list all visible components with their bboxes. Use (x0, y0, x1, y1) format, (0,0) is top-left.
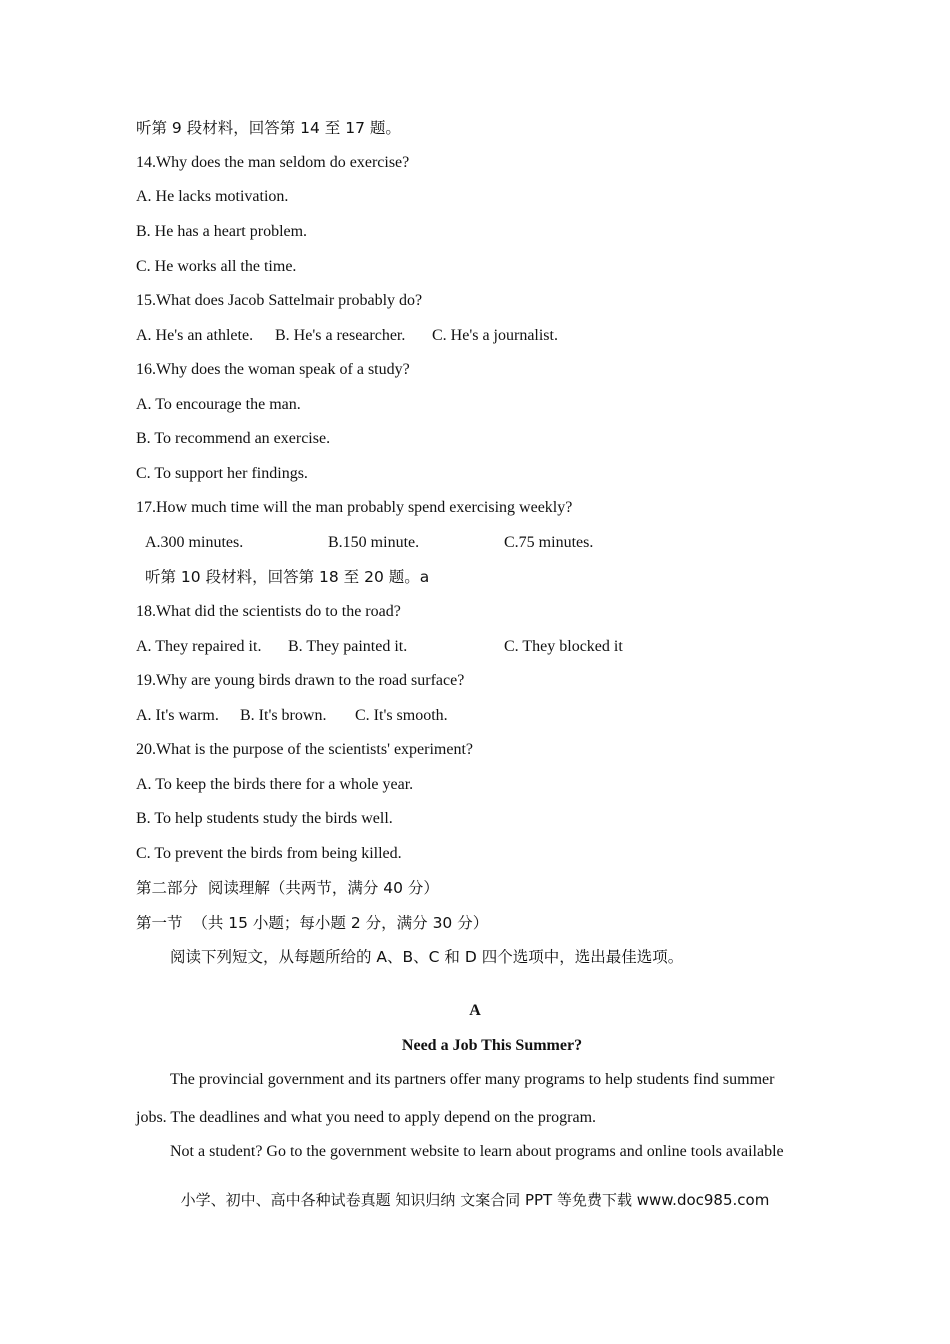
section9-heading: 听第 9 段材料，回答第 14 至 17 题。 (136, 119, 401, 137)
paragraph1-line2: jobs. The deadlines and what you need to apply depend on the program. (136, 1109, 597, 1126)
q20-option-a: A. To keep the birds there for a whole year. (136, 776, 414, 793)
q18-option-a: A. They repaired it. (136, 638, 262, 655)
q16-question: 16.Why does the woman speak of a study? (136, 361, 410, 378)
q17-option-a: A.300 minutes. (145, 534, 244, 551)
q17-option-b: B.150 minute. (328, 534, 420, 551)
q15-question: 15.What does Jacob Sattelmair probably do? (136, 292, 423, 309)
paragraph1-line1: The provincial government and its partners offer many programs to help students find summer (170, 1071, 775, 1088)
section10-heading: 听第 10 段材料，回答第 18 至 20 题。a (145, 568, 430, 586)
q17-option-c: C.75 minutes. (504, 534, 594, 551)
q14-option-a: A. He lacks motivation. (136, 188, 289, 205)
q19-option-a: A. It's warm. (136, 707, 219, 724)
q16-option-c: C. To support her findings. (136, 465, 308, 482)
page-footer: 小学、初中、高中各种试卷真题 知识归纳 文案合同 PPT 等免费下载 www.doc985.com (180, 1191, 770, 1209)
q20-option-c: C. To prevent the birds from being killed. (136, 845, 402, 862)
q20-option-b: B. To help students study the birds well. (136, 810, 393, 827)
q16-option-b: B. To recommend an exercise. (136, 430, 331, 447)
q19-question: 19.Why are young birds drawn to the road surface? (136, 672, 465, 689)
q15-option-c: C. He's a journalist. (432, 327, 558, 344)
q20-question: 20.What is the purpose of the scientists' experiment? (136, 741, 474, 758)
reading-instructions: 阅读下列短文，从每题所给的 A、B、C 和 D 四个选项中，选出最佳选项。 (170, 948, 684, 966)
q16-option-a: A. To encourage the man. (136, 396, 301, 413)
q19-option-b: B. It's brown. (240, 707, 327, 724)
q18-option-c: C. They blocked it (504, 638, 623, 655)
paragraph2-line1: Not a student? Go to the government website to learn about programs and online tools available (170, 1143, 784, 1160)
q14-option-b: B. He has a heart problem. (136, 223, 308, 240)
q19-option-c: C. It's smooth. (355, 707, 448, 724)
q18-option-b: B. They painted it. (288, 638, 408, 655)
q14-option-c: C. He works all the time. (136, 258, 297, 275)
section-one-heading: 第一节 （共 15 小题；每小题 2 分，满分 30 分） (136, 914, 489, 932)
passage-title: Need a Job This Summer? (401, 1037, 583, 1054)
q15-option-a: A. He's an athlete. (136, 327, 254, 344)
q18-question: 18.What did the scientists do to the road? (136, 603, 401, 620)
q17-question: 17.How much time will the man probably spend exercising weekly? (136, 499, 573, 516)
part-two-heading: 第二部分 阅读理解（共两节，满分 40 分） (136, 879, 439, 897)
q15-option-b: B. He's a researcher. (275, 327, 406, 344)
q14-question: 14.Why does the man seldom do exercise? (136, 154, 410, 171)
passage-letter: A (469, 1002, 481, 1019)
